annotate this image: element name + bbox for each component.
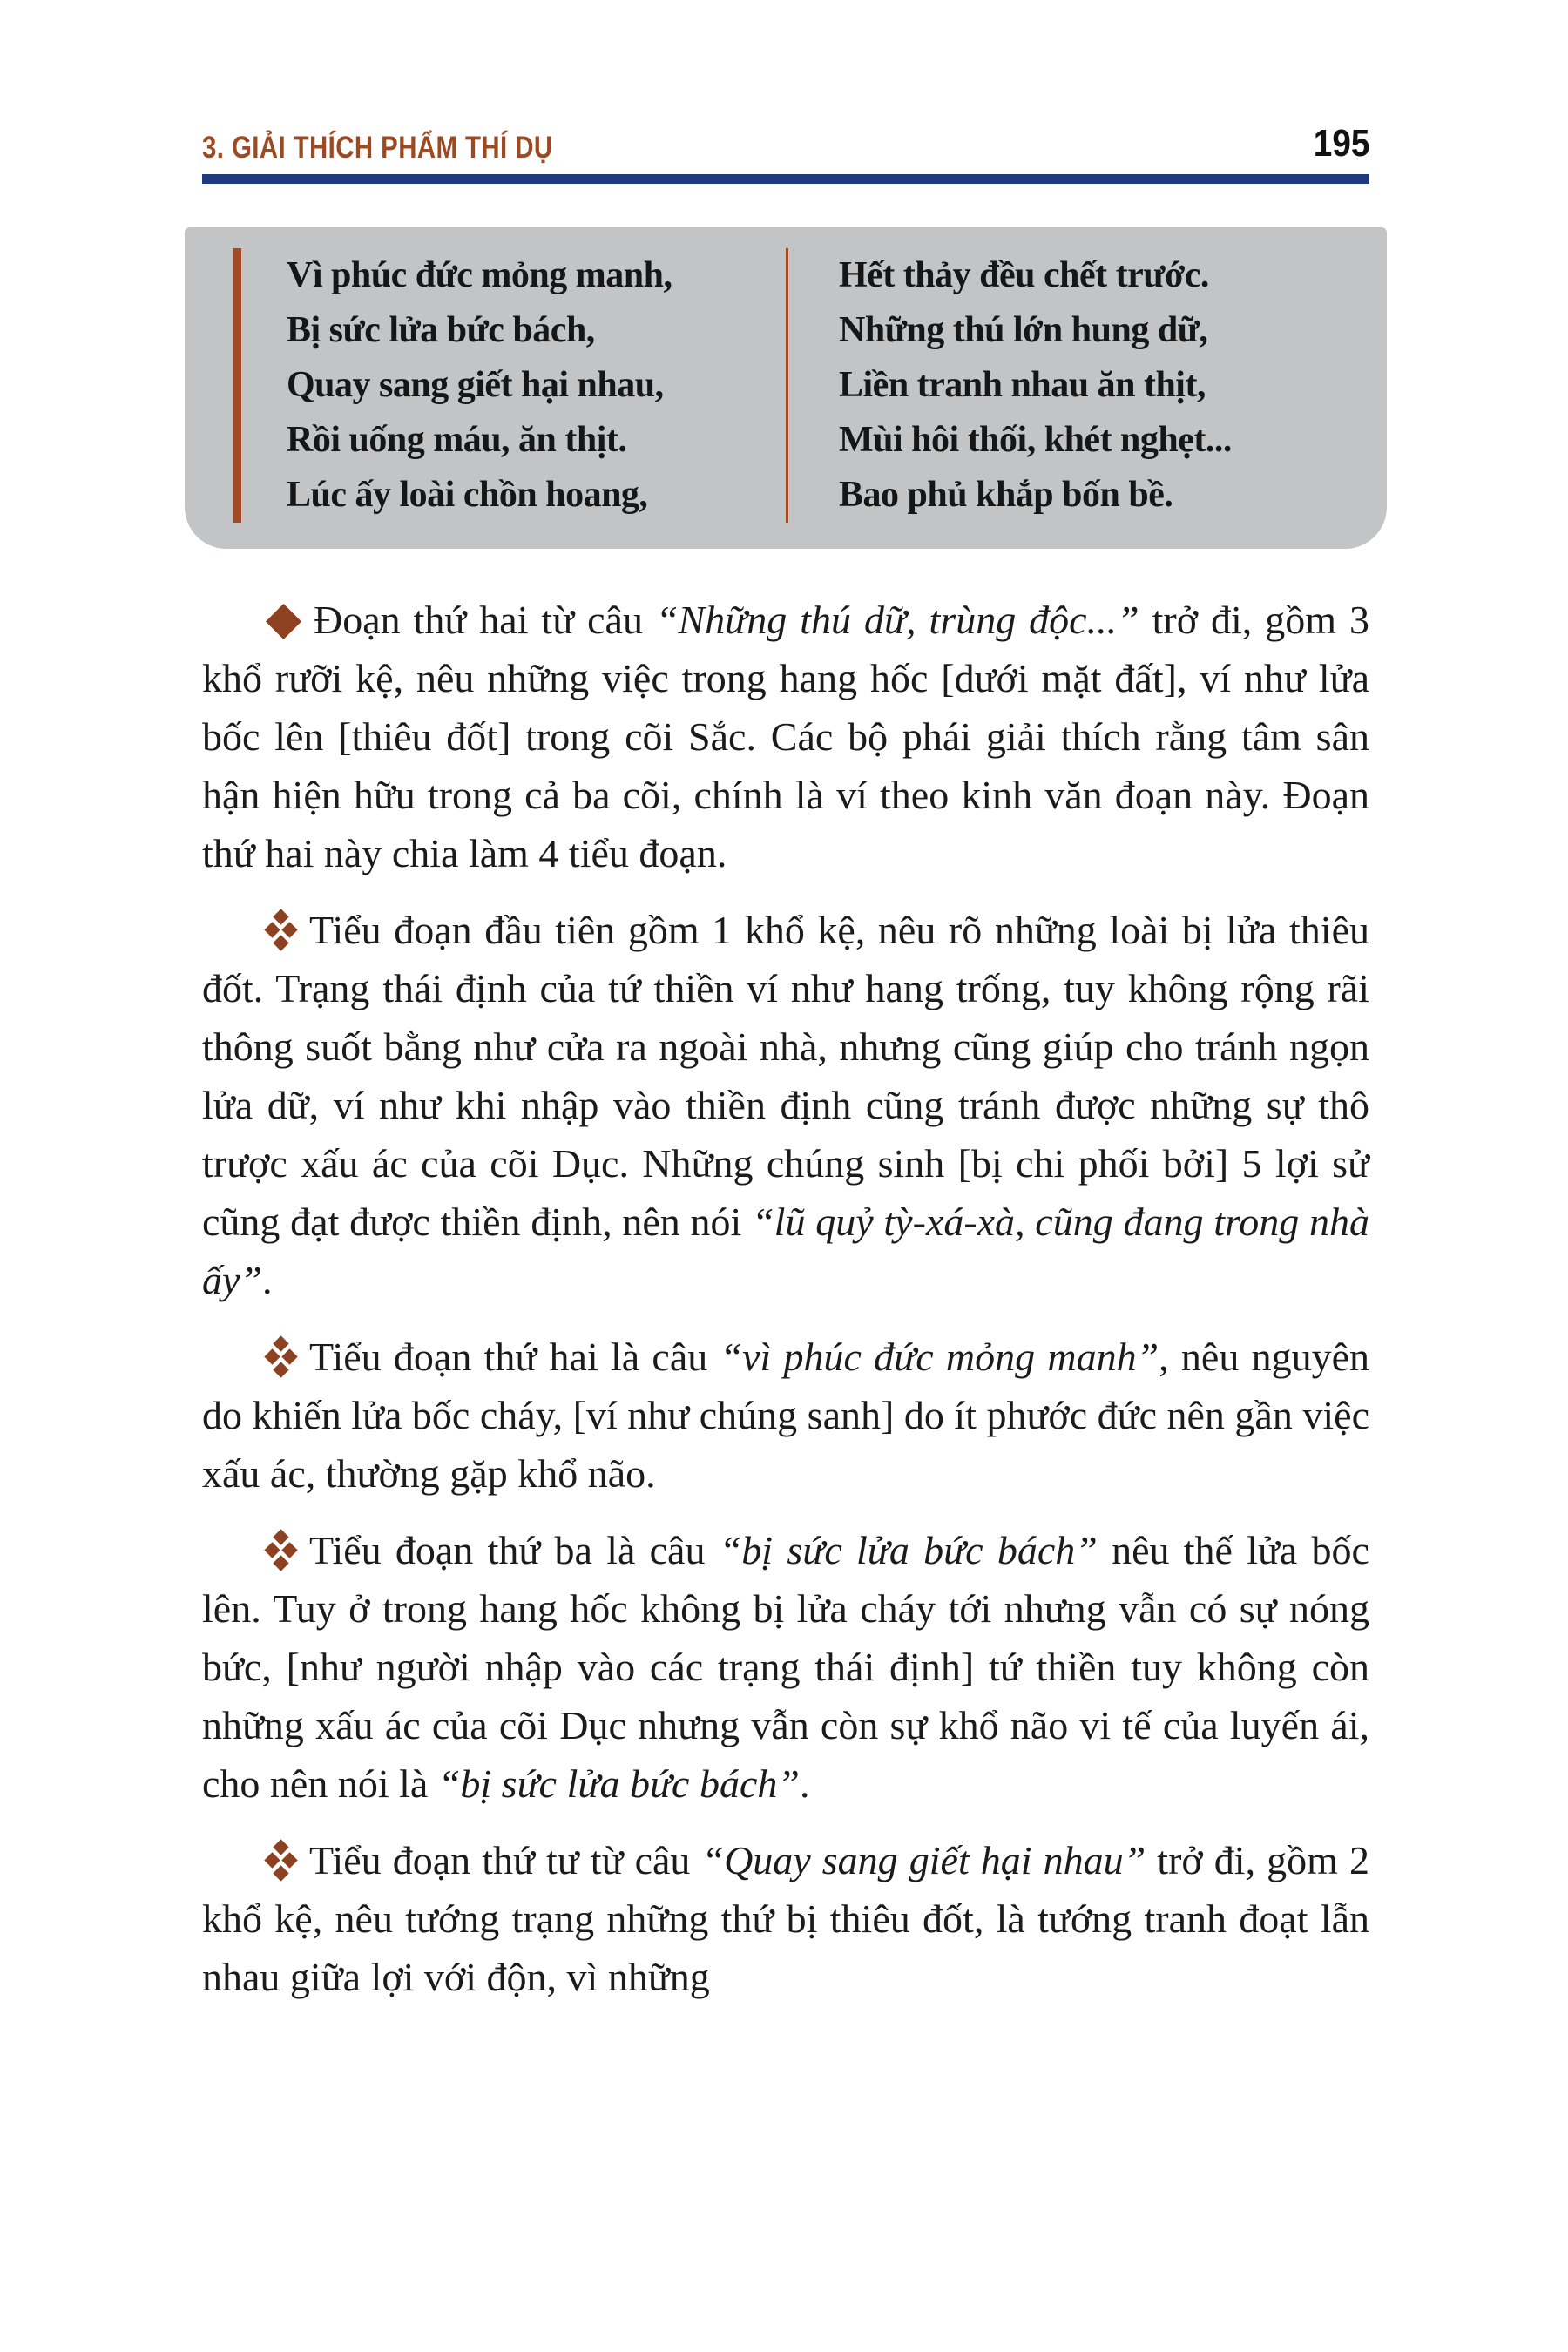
quoted-verse-text: “Quay sang giết hại nhau” xyxy=(701,1838,1146,1882)
paragraph-text: , nêu nguyên do khiến lửa bốc cháy, [ví như chúng sanh] do ít phước đức nên gần việc xấu ác, thường gặp khổ não. xyxy=(202,1335,1369,1496)
paragraph-text: Tiểu đoạn thứ ba là câu xyxy=(309,1528,720,1572)
verse-line: Liền tranh nhau ăn thịt, xyxy=(839,365,1206,405)
header-rule xyxy=(202,174,1369,184)
commentary-body xyxy=(202,591,1369,2006)
verse-lines-right xyxy=(786,248,1387,523)
verse-line: Bị sức lửa bức bách, xyxy=(287,310,595,350)
commentary-paragraph xyxy=(202,1831,1369,2006)
page-number: 195 xyxy=(1313,122,1369,165)
verse-box xyxy=(185,227,1387,549)
four-diamond-bullet-icon xyxy=(267,1531,296,1571)
four-diamond-bullet-icon xyxy=(267,1337,296,1377)
commentary-paragraph xyxy=(202,1328,1369,1503)
paragraph-text: trở đi, gồm 2 khổ kệ, nêu tướng trạng những thứ bị thiêu đốt, là tướng tranh đoạt lẫn nhau giữa lợi với độn, vì những xyxy=(202,1838,1369,1999)
verse-line: Mùi hôi thối, khét nghẹt... xyxy=(839,420,1232,460)
quoted-verse-text: “lũ quỷ tỳ-xá-xà, cũng đang trong nhà ấy” xyxy=(202,1200,1369,1302)
section-title: 3. GIẢI THÍCH PHẨM THÍ DỤ xyxy=(202,131,553,165)
quoted-verse-text: “vì phúc đức mỏng manh” xyxy=(720,1335,1159,1379)
verse-column-left xyxy=(185,248,786,523)
four-diamond-bullet-icon xyxy=(267,1841,296,1881)
verse-line: Hết thảy đều chết trước. xyxy=(839,255,1209,295)
commentary-paragraph xyxy=(202,1521,1369,1813)
commentary-paragraph xyxy=(202,591,1369,882)
paragraph-text: . xyxy=(799,1761,810,1806)
verse-line: Bao phủ khắp bốn bề. xyxy=(839,475,1173,515)
page-header xyxy=(202,0,1369,166)
verse-lines-left xyxy=(233,248,786,523)
paragraph-text: Tiểu đoạn đầu tiên gồm 1 khổ kệ, nêu rõ những loài bị lửa thiêu đốt. Trạng thái định của tứ thiền ví như hang trống, tuy không rộng rãi thông suốt bằng như cửa ra ngoài nhà, nhưng cũng giúp cho tránh ngọn lửa dữ, ví như khi nhập vào thiền định cũng tránh được những sự thô trược xấu ác của cõi Dục. Những chúng sinh [bị chi phối bởi] 5 lợi sử cũng đạt được thiền định, nên nói xyxy=(202,908,1369,1244)
verse-line: Lúc ấy loài chồn hoang, xyxy=(287,475,648,515)
paragraph-text: . xyxy=(262,1258,273,1302)
paragraph-text: Đoạn thứ hai từ câu xyxy=(314,598,656,642)
verse-line: Rồi uống máu, ăn thịt. xyxy=(287,420,627,460)
quoted-verse-text: “bị sức lửa bức bách” xyxy=(719,1528,1098,1572)
commentary-paragraph xyxy=(202,901,1369,1309)
paragraph-text: nêu thế lửa bốc lên. Tuy ở trong hang hốc không bị lửa cháy tới nhưng vẫn có sự nóng bức, [như người nhập vào các trạng thái định] tứ thiền tuy không còn những xấu ác của cõi Dục nhưng vẫn còn sự khổ não vi tế của luyến ái, cho nên nói là xyxy=(202,1528,1369,1806)
four-diamond-bullet-icon xyxy=(267,910,296,950)
paragraph-text: Tiểu đoạn thứ tư từ câu xyxy=(309,1838,702,1882)
paragraph-text: Tiểu đoạn thứ hai là câu xyxy=(309,1335,720,1379)
quoted-verse-text: “bị sức lửa bức bách” xyxy=(437,1761,800,1806)
verse-line: Những thú lớn hung dữ, xyxy=(839,310,1208,350)
quoted-verse-text: “Những thú dữ, trùng độc...” xyxy=(655,598,1139,642)
verse-line: Vì phúc đức mỏng manh, xyxy=(287,255,672,295)
verse-column-right xyxy=(786,248,1387,523)
paragraph-text: trở đi, gồm 3 khổ rưỡi kệ, nêu những việc trong hang hốc [dưới mặt đất], ví như lửa bốc lên [thiêu đốt] trong cõi Sắc. Các bộ phái giải thích rằng tâm sân hận hiện hữu trong cả ba cõi, chính là ví theo kinh văn đoạn này. Đoạn thứ hai này chia làm 4 tiểu đoạn. xyxy=(202,598,1370,875)
page-content xyxy=(202,0,1369,2006)
verse-line: Quay sang giết hại nhau, xyxy=(287,365,664,405)
solid-diamond-bullet-icon xyxy=(266,604,301,639)
